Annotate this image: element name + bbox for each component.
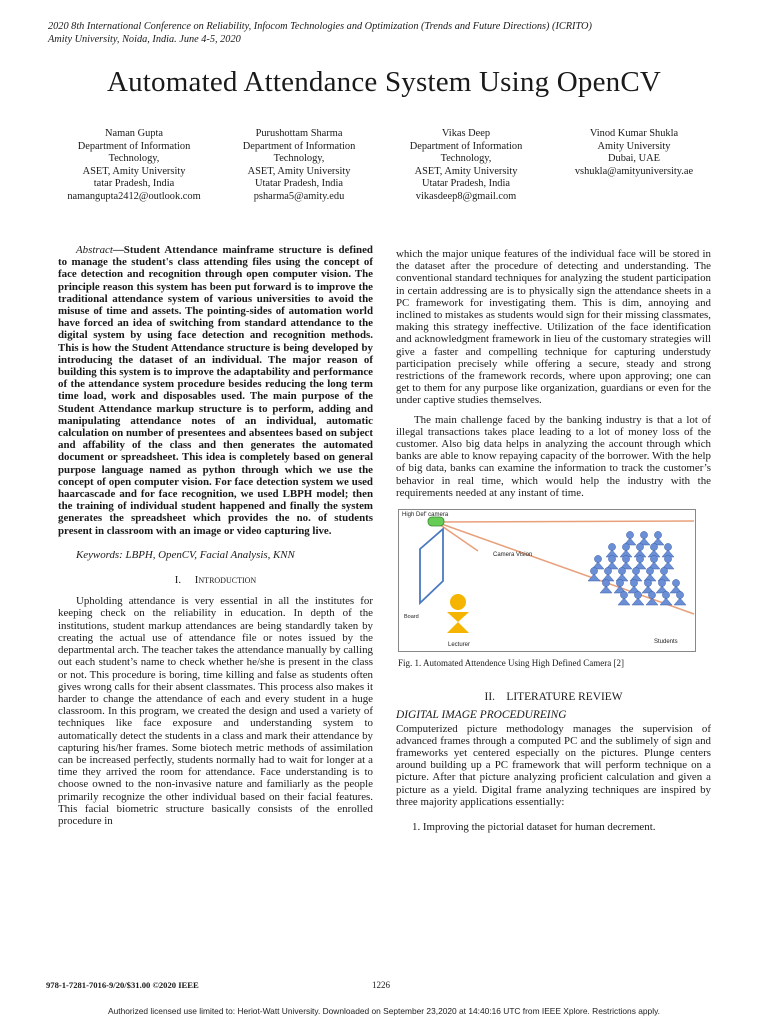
student-head [604,567,611,574]
author-affiliation: tatar Pradesh, India [93,178,175,190]
author-affiliation: Utatar Pradesh, India [421,178,510,190]
figure-1 [398,509,696,652]
author-name: Vinod Kumar Shukla [589,128,679,139]
author-email: namangupta2412@outlook.com [67,190,201,202]
student-head [622,555,629,562]
student-head [654,531,661,538]
student-head [660,567,667,574]
author-affiliation: Dubai, UAE [608,153,660,165]
camera-vision-label: Camera Vision [493,552,533,559]
lecturer-head [450,594,466,610]
conference-line-1: 2020 8th International Conference on Reliability, Infocom Technologies and Optimization (Trends and Future Directions) (ICRITO) [48,21,592,32]
footer-isbn: 978-1-7281-7016-9/20/$31.00 ©2020 IEEE [46,980,199,990]
student-head [662,591,669,598]
student-head [590,567,597,574]
abstract [58,244,373,537]
author-affiliation: ASET, Amity University [247,165,351,177]
banking-paragraph: The main challenge faced by the banking industry is that a lot of illegal transactions takes place leading to a lot of money loss of the customer. Also big data helps in analyzing the account through which banks are able to know repaying capacity of the borrower. With the help of big data, banks can examine the information to track the customer’s behavior in real time, which would help the industry with the requirements needed at any instant of time. [396,413,711,499]
student-head [644,579,651,586]
section-number: II. [484,691,495,704]
student-head [626,531,633,538]
continued-paragraph: which the major unique features of the individual face will be stored in the dataset after the procedure of detecting and understanding. The conventional standard techniques for analyzing the student participation in certain addressing are is to physically sign the attendance sheets in a PC framework for investigating them. This is dim, annoying and inclined to mistakes as students would sign for their missing classmates, making this strategy ineffective. Utilization of the face identification and acknowledgment framework in lieu of the customary strategies will give a faster and compelling technique for capturing understudy participation precisely while offering a secure, steady and strong restrictions of the framework records, where upon approving; one can get to them for any purpose like organization, guardians or even for the under captive studies themselves. [396,248,711,407]
author-4 [544,128,724,178]
student-head [608,543,615,550]
student-head [640,531,647,538]
section-number: I. [174,574,182,587]
author-affiliation: Technology, [108,153,160,165]
author-affiliation: Amity University [597,140,671,152]
author-affiliation: Technology, [273,153,325,165]
keywords: Keywords: LBPH, OpenCV, Facial Analysis, KNN [76,548,295,561]
student-head [646,567,653,574]
page-number: 1226 [372,980,390,990]
student-head [608,555,615,562]
lecturer-label: Lecturer [448,642,471,649]
student-head [664,543,671,550]
intro-paragraph: Upholding attendance is very essential in all the institutes for keeping check on the reliability in education. In depth of the institutions, student markup attendances are being standardly taken by creating the actual use of attendance file or notes issued by the departmental arch. The teacher takes the attendance manually by calling out each student’s name to check whether he/she is present in the class or not. This procedure is boring, time killing and false as students often gives wrong calls for their absent classmates. This process also makes it harder to change the attendance of each and every student in a huge classroom. In this program, we created the design and used a variety of techniques like face exposure and understanding system to automatically detect the students in a class and mark their attendance by capturing his/her frames. Some biotech metric methods of assimilation can be increased perfectly, students normally had to wait for longer at a time they arrived the room for attendance. Face understanding is to choose owned to the non-invasive nature and familiarly as the people primarily recognize the other individual based on their facial features. This facial biometric structure basically consists of the enrolled procedure in [58,595,373,827]
student-head [650,555,657,562]
author-name: Naman Gupta [105,128,163,139]
abstract-text: —Student Attendance mainframe structure is defined to manage the student's class attending files using the concept of face detection and recognition through open computer vision. The principle reason this system has been put forward is to improve the traditional attendance system of various universities to avoid the misuse of time and assets. The pointing-sides of automation world have forced an idea of switching from standard attendance to the digital system by using face detection and recognition methods. This is how the Student Attendance structure is being developed by introducing the dataset of an individual. The major reason of building this system is to improve the adaptability and performance of the attendance system procedure besides reducing the long term time load, work and disposables used. The main purpose of the Student Attendance markup structure is to perform, adding and manipulating attendance notes of an individual, automatic calculation on number of presentees and absentees based on subject and affability of the class and then generates the automated document or spreadsheet. This idea is completely based on general purpose language named as python through which we use the concept of open computer vision. For face detection system we used haarcascade and for face recognition, we used LBPH model; then the training of individual student happened and finally the system generates the spreadsheet which provides the no. of students present in classroom with an image or video capturing live. [58,244,373,537]
classroom-diagram [398,509,696,652]
author-affiliation: ASET, Amity University [82,165,186,177]
right-column [396,248,711,833]
student-head [672,579,679,586]
author-affiliation: Department of Information [242,140,356,152]
author-1 [44,128,224,204]
student-head [650,543,657,550]
students-label: Students [654,639,678,646]
author-affiliation: ASET, Amity University [414,165,518,177]
student-head [636,543,643,550]
student-head [618,567,625,574]
subsection-heading: DIGITAL IMAGE PROCEDUREING [396,709,567,722]
student-head [602,579,609,586]
paper-title: Automated Attendance System Using OpenCV [106,66,662,98]
vision-line-top [436,521,694,522]
board-label: Board [404,614,419,621]
student-head [632,567,639,574]
student-head [636,555,643,562]
list-item: 1. Improving the pictorial dataset for human decrement. [412,821,656,834]
student-head [648,591,655,598]
author-email: vikasdeep8@gmail.com [415,190,517,202]
author-email: psharma5@amity.edu [253,190,345,202]
author-3 [376,128,556,204]
author-affiliation: Department of Information [77,140,191,152]
conference-header [48,20,728,46]
section-title: LITERATURE REVIEW [506,691,623,704]
student-head [658,579,665,586]
student-head [634,591,641,598]
abstract-label: Abstract [76,244,113,256]
student-head [594,555,601,562]
author-2 [209,128,389,204]
student-head [616,579,623,586]
section-heading-literature [396,691,711,703]
author-name: Vikas Deep [441,128,491,139]
left-column [58,244,373,827]
student-head [630,579,637,586]
license-notice: Authorized licensed use limited to: Heriot-Watt University. Downloaded on September 23,2020 at 14:40:16 UTC from IEEE Xplore. Restrictions apply. [108,1006,660,1016]
student-head [676,591,683,598]
author-affiliation: Utatar Pradesh, India [254,178,343,190]
author-affiliation: Department of Information [409,140,523,152]
literature-paragraph: Computerized picture methodology manages the supervision of advanced frames through a computed PC and the sublimely of sign and frameworks yet centered especially on the pictures. Plunge centers around building up a PC framework that will perform technique on a picture. After that picture analyzing proficient calculation and given a picture as a yield. Digital frame analyzing techniques are inspired by three majority applications essentially: [396,722,711,808]
student-head [664,555,671,562]
student-head [622,543,629,550]
conference-line-2: Amity University, Noida, India. June 4-5, 2020 [48,34,241,45]
author-name: Purushottam Sharma [255,128,343,139]
camera-label-line1: High Def' camera [402,512,449,519]
section-heading-introduction [58,574,373,586]
author-block [44,128,734,212]
camera-shape [428,517,444,526]
figure-caption: Fig. 1. Automated Attendence Using High Defined Camera [2] [398,658,624,669]
author-email: vshukla@amityuniversity.ae [574,165,694,177]
section-title: Introduction [194,574,257,587]
student-head [620,591,627,598]
author-affiliation: Technology, [440,153,492,165]
